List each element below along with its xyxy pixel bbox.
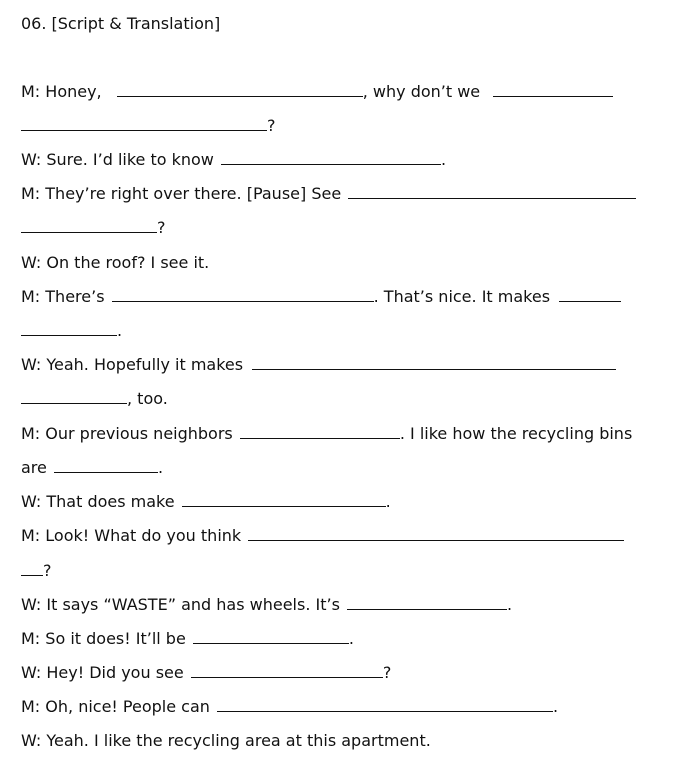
line-text: . (157, 458, 164, 477)
answer-blank[interactable] (21, 389, 127, 404)
script-line-10 (21, 389, 168, 409)
answer-blank[interactable] (193, 629, 349, 644)
line-text: ? (267, 116, 276, 135)
script-line-16 (21, 595, 512, 615)
line-text: ? (43, 561, 52, 580)
script-line-17 (21, 629, 354, 649)
answer-blank[interactable] (21, 218, 157, 233)
line-text: . (385, 492, 391, 511)
answer-blank[interactable] (240, 424, 400, 439)
script-line-20 (21, 731, 431, 751)
line-text: . (553, 697, 559, 716)
line-text: ? (157, 218, 166, 237)
answer-blank[interactable] (493, 82, 613, 97)
line-text: . (507, 595, 513, 614)
answer-blank[interactable] (252, 355, 616, 370)
line-text: , too. (127, 389, 168, 408)
answer-blank[interactable] (21, 561, 43, 576)
answer-blank[interactable] (21, 321, 117, 336)
answer-blank[interactable] (112, 287, 374, 302)
script-line-6 (21, 253, 209, 273)
line-text: M: So it does! It’ll be (21, 629, 186, 648)
answer-blank[interactable] (348, 184, 636, 199)
script-line-12 (21, 458, 163, 478)
script-line-11 (21, 424, 632, 444)
answer-blank[interactable] (117, 82, 363, 97)
line-text: M: Our previous neighbors (21, 424, 233, 443)
script-line-4 (21, 184, 636, 204)
script-line-5 (21, 218, 166, 238)
line-text: W: Yeah. I like the recycling area at this apartment. (21, 731, 431, 750)
script-line-8 (21, 321, 122, 341)
answer-blank[interactable] (221, 150, 441, 165)
line-text: . I like how the recycling bins (399, 424, 633, 443)
script-line-14 (21, 526, 624, 546)
line-text: M: They’re right over there. [Pause] See (21, 184, 342, 203)
line-text: . That’s nice. It makes (373, 287, 551, 306)
line-text: ? (382, 663, 392, 682)
line-text: W: It says “WASTE” and has wheels. It’s (21, 595, 340, 614)
line-text: M: Honey, (21, 82, 102, 101)
line-text: , why don’t we (362, 82, 481, 101)
answer-blank[interactable] (21, 116, 267, 131)
script-line-2 (21, 116, 276, 136)
line-text: W: On the roof? I see it. (21, 253, 210, 272)
line-text: are (21, 458, 47, 477)
line-text: . (440, 150, 447, 169)
line-text: . (348, 629, 354, 648)
script-line-15 (21, 561, 52, 581)
answer-blank[interactable] (191, 663, 383, 678)
line-text: W: Sure. I’d like to know (21, 150, 214, 169)
page-title: 06. [Script & Translation] (21, 14, 221, 33)
script-line-18 (21, 663, 391, 683)
line-text: M: There’s (21, 287, 105, 306)
script-line-3 (21, 150, 446, 170)
answer-blank[interactable] (248, 526, 624, 541)
script-line-9 (21, 355, 616, 375)
answer-blank[interactable] (217, 697, 553, 712)
line-text: W: Yeah. Hopefully it makes (21, 355, 244, 374)
line-text: M: Oh, nice! People can (21, 697, 210, 716)
script-line-13 (21, 492, 391, 512)
line-text: M: Look! What do you think (21, 526, 242, 545)
answer-blank[interactable] (182, 492, 386, 507)
line-text: W: Hey! Did you see (21, 663, 184, 682)
answer-blank[interactable] (559, 287, 621, 302)
script-line-1 (21, 82, 613, 102)
line-text: W: That does make (21, 492, 175, 511)
answer-blank[interactable] (54, 458, 158, 473)
script-line-19 (21, 697, 558, 717)
answer-blank[interactable] (347, 595, 507, 610)
line-text: . (117, 321, 123, 340)
script-line-7 (21, 287, 621, 307)
